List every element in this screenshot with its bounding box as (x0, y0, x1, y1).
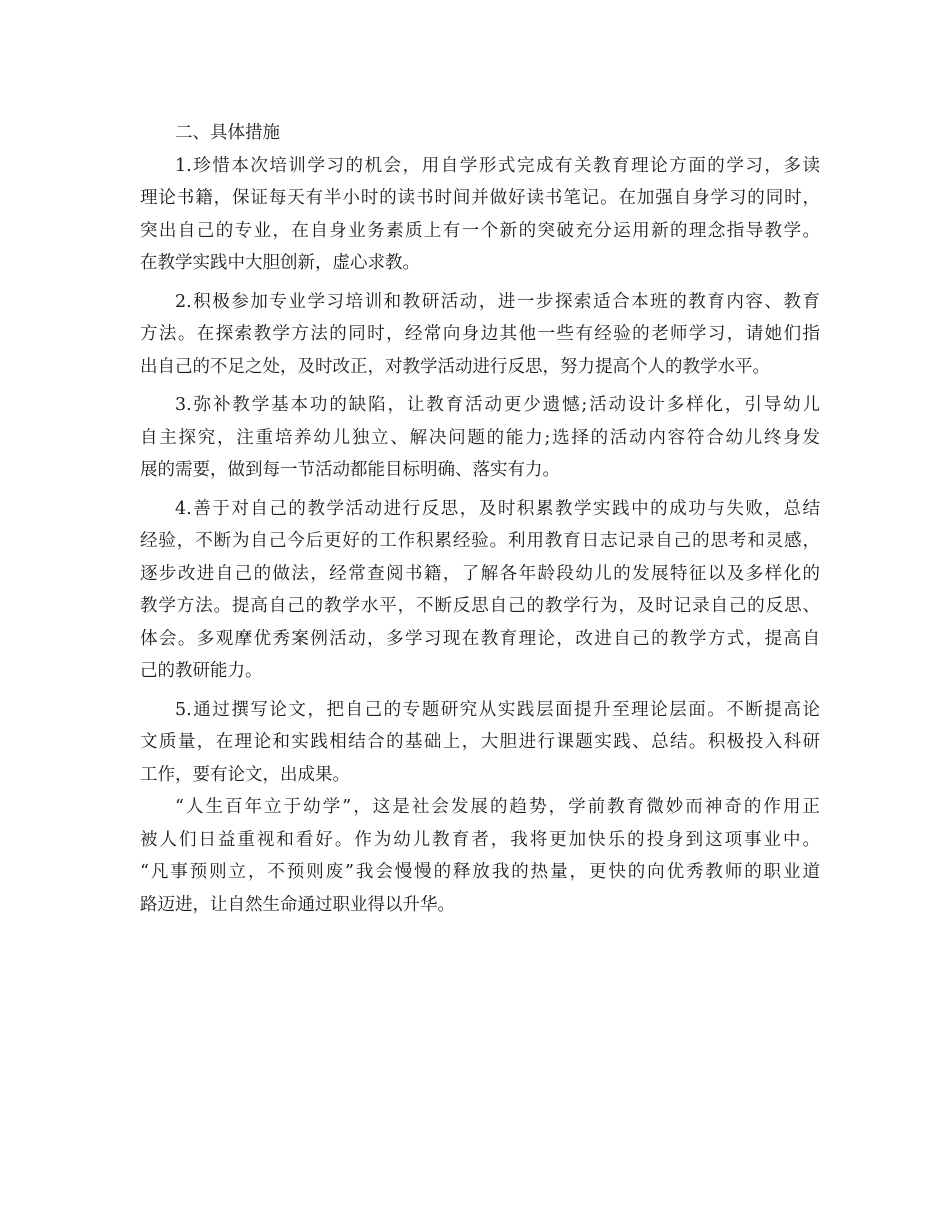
paragraph-line: 5.通过撰写论文，把自己的专题研究从实践层面提升至理论层面。不断提高论 (175, 699, 820, 720)
paragraph-line: 经验，不断为自己今后更好的工作积累经验。利用教育日志记录自己的思考和灵感， (140, 531, 820, 551)
paragraph-line: 文质量，在理论和实践相结合的基础上，大胆进行课题实践、总结。积极投入科研 (140, 732, 820, 752)
paragraph-line: 被人们日益重视和看好。作为幼儿教育者，我将更加快乐的投身到这项事业中。 (140, 829, 820, 850)
closing-paragraph (140, 791, 820, 921)
paragraph-line: 方法。在探索教学方法的同时，经常向身边其他一些有经验的老师学习，请她们指 (140, 324, 820, 344)
paragraph-line: 体会。多观摩优秀案例活动，多学习现在教育理论，改进自己的教学方式，提高自 (140, 628, 820, 649)
measure-item-3 (140, 389, 820, 487)
paragraph-line: 3.弥补教学基本功的缺陷，让教育活动更少遗憾;活动设计多样化，引导幼儿 (175, 395, 820, 415)
paragraph-line: 4.善于对自己的教学活动进行反思，及时积累教学实践中的成功与失败，总结 (175, 498, 820, 519)
measure-item-5 (140, 694, 820, 792)
section-heading (140, 117, 820, 150)
paragraph-line: 理论书籍，保证每天有半小时的读书时间并做好读书笔记。在加强自身学习的同时， (140, 188, 820, 208)
document-body (140, 117, 820, 921)
paragraph-line: 出自己的不足之处，及时改正，对教学活动进行反思，努力提高个人的教学水平。 (140, 356, 770, 377)
measure-item-1 (140, 150, 820, 280)
paragraph-line: 教学方法。提高自己的教学水平，不断反思自己的教学行为，及时记录自己的反思、 (140, 596, 820, 616)
paragraph-line: 1.珍惜本次培训学习的机会，用自学形式完成有关教育理论方面的学习，多读 (175, 155, 820, 176)
measure-item-4 (140, 493, 820, 688)
paragraph-line: 路迈进，让自然生命通过职业得以升华。 (140, 894, 455, 915)
paragraph-line: 展的需要，做到每一节活动都能目标明确、落实有力。 (140, 460, 560, 480)
heading-line: 二、具体措施 (175, 123, 280, 143)
paragraph-line: 工作，要有论文，出成果。 (140, 764, 350, 785)
paragraph-line: 己的教研能力。 (140, 661, 263, 681)
measure-item-2 (140, 286, 820, 384)
paragraph-line: 在教学实践中大胆创新，虚心求教。 (140, 253, 420, 273)
paragraph-line: “人生百年立于幼学”，这是社会发展的趋势，学前教育微妙而神奇的作用正 (175, 797, 820, 817)
paragraph-line: 自主探究，注重培养幼儿独立、解决问题的能力;选择的活动内容符合幼儿终身发 (140, 427, 820, 448)
paragraph-line: 突出自己的专业，在自身业务素质上有一个新的突破充分运用新的理念指导教学。 (140, 220, 820, 241)
paragraph-line: “凡事预则立，不预则废”我会慢慢的释放我的热量，更快的向优秀教师的职业道 (140, 862, 820, 882)
paragraph-line: 2.积极参加专业学习培训和教研活动，进一步探索适合本班的教育内容、教育 (175, 291, 820, 312)
paragraph-line: 逐步改进自己的做法，经常查阅书籍，了解各年龄段幼儿的发展特征以及多样化的 (140, 563, 820, 584)
